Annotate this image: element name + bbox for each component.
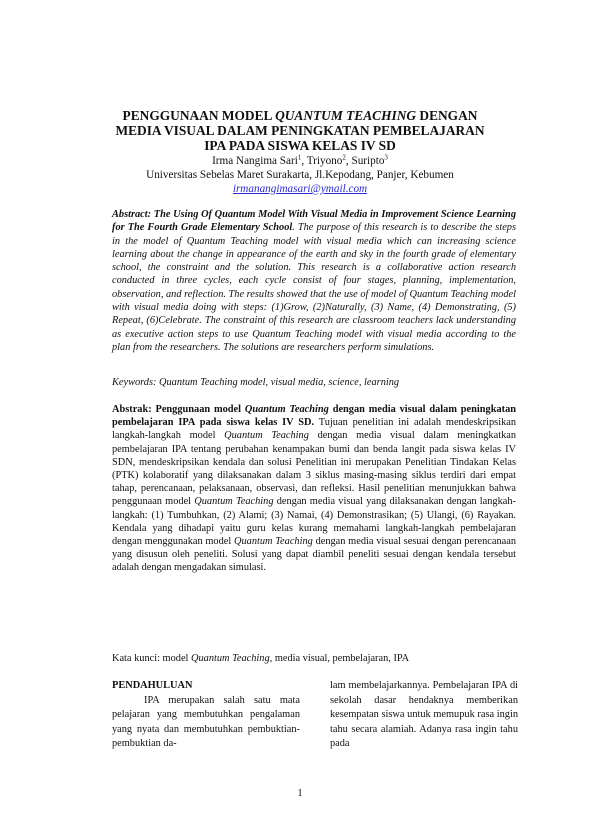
- author-email-line: [100, 182, 500, 196]
- body-text-right: lam membelajarkannya. Pembelajaran IPA di sekolah dasar hendaknya memberikan kesempatan siswa untuk memupuk rasa ingin tahu secara alamiah. Adanya rasa ingin tahu pada: [330, 680, 518, 749]
- paper-title: [100, 108, 500, 153]
- keywords-english: Keywords: Quantum Teaching model, visual media, science, learning: [112, 377, 400, 388]
- abstract-english: [112, 208, 516, 354]
- author-names: Irma Nangima Sari$^1$, Triyono$^2$, Suripto$^3$: [212, 153, 388, 167]
- title-line-2: MEDIA VISUAL DALAM PENINGKATAN PEMBELAJARAN: [115, 123, 485, 138]
- abstract-indonesian-label: Abstrak: Penggunaan model Quantum Teaching dengan media visual dalam peningkatan pembelajaran IPA pada siswa kelas IV SD.: [112, 404, 516, 429]
- abstract-english-label: Abstract: The Using Of Quantum Model With Visual Media in Improvement Science Learning for The Fourth Grade Elementary School: [112, 209, 516, 234]
- page-number: 1: [297, 788, 303, 799]
- body-column-left: [112, 679, 300, 752]
- body-text-left: IPA merupakan salah satu mata pelajaran yang membutuhkan pengalaman yang nyata dan membutuhkan pembuktian-pembuktian da-: [112, 694, 300, 749]
- title-line-3: IPA PADA SISWA KELAS IV SD: [204, 138, 396, 153]
- title-line-1: PENGGUNAAN MODEL QUANTUM TEACHING DENGAN: [122, 108, 478, 123]
- author-email-link[interactable]: irmanangimasari@ymail.com: [232, 183, 368, 195]
- body-column-right: [330, 679, 518, 752]
- section-heading: PENDAHULUAN: [112, 680, 193, 691]
- abstract-english-text: . The purpose of this research is to describe the steps in the model of Quantum Teaching model with visual media which can increasing science learning about the change in appearance of the earth and sky in the fourth grade of elementary school, the constraint and the solution. This research is a collaborative action research conducted in three cycles, each cycle consist of four stages, planning, implementation, observation, and reflection. The results showed that the use of model of Quantum Teaching model with visual media doing with steps: (1)Grow, (2)Naturally, (3) Name, (4) Demonstrating, (5) Repeat, (6)Celebrate. The constraint of this research are classroom teachers lack understanding as executive action steps to use Quantum Teaching model with visual media according to the plan from the researchers. The solutions are researchers perform simulations.: [112, 222, 516, 353]
- author-affiliation: Universitas Sebelas Maret Surakarta, Jl.Kepodang, Panjer, Kebumen: [146, 169, 454, 181]
- keywords-indonesian: Kata kunci: model Quantum Teaching, media visual, pembelajaran, IPA: [112, 653, 410, 664]
- author-block: [100, 154, 500, 196]
- abstract-indonesian: Abstrak: Penggunaan model Quantum Teaching dengan media visual dalam peningkatan pembelajaran IPA pada siswa kelas IV SD. Tujuan penelitian ini adalah mendeskripsikan langkah-langkah model Quantum Teaching dengan media visual dalam meningkatkan pembelajaran IPA tentang perubahan kenampakan bumi dan benda langit pada siswa kelas IV SDN, mendeskripsikan kendala dan solusi Penelitian ini merupakan Penelitian Tindakan Kelas (PTK) kolaboratif yang dilaksanakan dalam 3 siklus masing-masing siklus terdiri dari empat tahap, perencanaan, pelaksanaan, observasi, dan refleksi. Hasil penelitian menunjukkan bahwa penggunaan model Quantum Teaching dengan media visual yang dilaksanakan dengan langkah-langkah: (1) Tumbuhkan, (2) Alami; (3) Namai, (4) Demonstrasikan; (5) Ulangi, (6) Rayakan. Kendala yang dihadapi yaitu guru kelas kurang memahami langkah-langkah pembelajaran dengan menggunakan model Quantum Teaching dengan media visual sesuai dengan perencanaan yang disusun oleh peneliti. Solusi yang dapat diambil peneliti sesuai dengan kendala tersebut adalah dengan mengadakan simulasi.: [112, 404, 517, 574]
